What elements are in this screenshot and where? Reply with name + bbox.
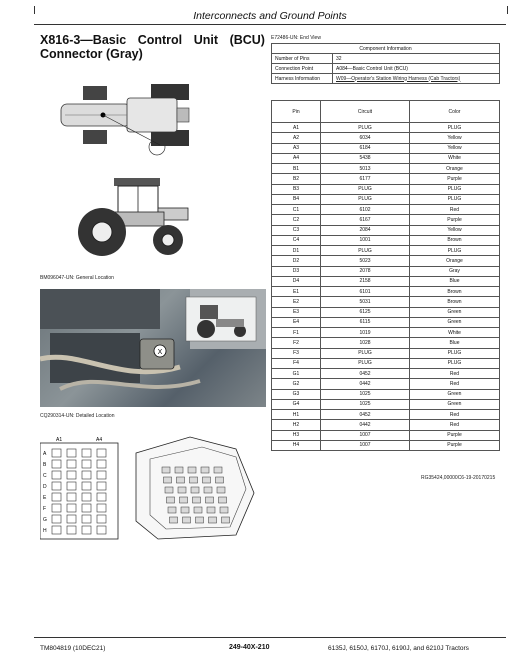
info-key: Connection Point bbox=[272, 64, 333, 74]
circuit-cell: 1019 bbox=[321, 328, 410, 338]
circuit-cell: 6101 bbox=[321, 287, 410, 297]
housing-cavity bbox=[170, 517, 178, 523]
color-cell: Brown bbox=[410, 297, 500, 307]
section-title-word: (BCU) bbox=[229, 33, 265, 47]
connector-row-label: A bbox=[43, 451, 47, 457]
rear-tire bbox=[151, 84, 189, 100]
table-row bbox=[272, 389, 500, 399]
pin-table-body bbox=[272, 123, 500, 451]
pin-cell: A1 bbox=[272, 123, 321, 133]
circuit-cell: 1001 bbox=[321, 235, 410, 245]
end-view-caption: E72486-UN: End View bbox=[271, 35, 321, 41]
connector-pin-cavity bbox=[67, 526, 76, 534]
circuit-cell: 0452 bbox=[321, 369, 410, 379]
pin-table bbox=[271, 100, 500, 451]
harness-link-text[interactable]: W09—Operator's Station Wiring Harness (Cab Tractors) bbox=[336, 75, 461, 82]
pin-cell: D2 bbox=[272, 256, 321, 266]
housing-cavity bbox=[191, 487, 199, 493]
inset-cab bbox=[200, 305, 218, 319]
inset-rear-wheel bbox=[197, 320, 215, 338]
housing-cavity bbox=[183, 517, 191, 523]
housing-cavity bbox=[216, 477, 224, 483]
circuit-cell: 6102 bbox=[321, 205, 410, 215]
info-key: Harness Information bbox=[272, 74, 333, 84]
housing-cavity bbox=[204, 487, 212, 493]
connector-pin-cavity bbox=[82, 460, 91, 468]
inset-hood bbox=[216, 319, 244, 327]
pin-cell: C4 bbox=[272, 235, 321, 245]
table-row bbox=[272, 317, 500, 327]
housing-cavity bbox=[203, 477, 211, 483]
pin-cell: H2 bbox=[272, 420, 321, 430]
table-row bbox=[272, 430, 500, 440]
info-key: Number of Pins bbox=[272, 54, 333, 64]
connector-row-label: F bbox=[43, 506, 47, 512]
pin-cell: F1 bbox=[272, 328, 321, 338]
housing-cavity bbox=[162, 467, 170, 473]
connector-pin-cavity bbox=[67, 471, 76, 479]
pin-cell: B3 bbox=[272, 184, 321, 194]
table-row bbox=[272, 358, 500, 368]
harness-link[interactable] bbox=[333, 74, 500, 84]
circuit-cell: 6034 bbox=[321, 133, 410, 143]
detailed-location-photo bbox=[40, 289, 266, 407]
connector-pin-cavity bbox=[82, 515, 91, 523]
circuit-cell: 2158 bbox=[321, 276, 410, 286]
footer-page-number: 249-40X-210 bbox=[229, 644, 270, 651]
color-cell: Purple bbox=[410, 430, 500, 440]
pin-cell: G4 bbox=[272, 399, 321, 409]
connector-pin-cavity bbox=[82, 504, 91, 512]
pin-cell: D1 bbox=[272, 246, 321, 256]
table-row bbox=[272, 194, 500, 204]
table-row bbox=[272, 399, 500, 409]
connector-pin-cavity bbox=[82, 449, 91, 457]
footer-rule bbox=[34, 637, 506, 638]
pin-cell: D3 bbox=[272, 266, 321, 276]
connector-pin-cavity bbox=[82, 482, 91, 490]
color-cell: Orange bbox=[410, 164, 500, 174]
pin-cell: E4 bbox=[272, 317, 321, 327]
table-row bbox=[272, 246, 500, 256]
pin-cell: G1 bbox=[272, 369, 321, 379]
connector-pin-cavity bbox=[52, 471, 61, 479]
housing-cavity bbox=[178, 487, 186, 493]
panel bbox=[40, 289, 160, 329]
circuit-cell: 0442 bbox=[321, 420, 410, 430]
color-cell: Red bbox=[410, 410, 500, 420]
pin-cell: A3 bbox=[272, 143, 321, 153]
housing-cavity bbox=[209, 517, 217, 523]
detailed-location-caption: CQ290314-UN: Detailed Location bbox=[40, 413, 115, 419]
circuit-cell: 6184 bbox=[321, 143, 410, 153]
table-row bbox=[272, 420, 500, 430]
table-row bbox=[272, 225, 500, 235]
component-info-table bbox=[271, 43, 500, 84]
pin-cell: A4 bbox=[272, 153, 321, 163]
color-cell: Green bbox=[410, 307, 500, 317]
wiring-photo-illustration bbox=[40, 289, 266, 407]
connector-pin-cavity bbox=[82, 526, 91, 534]
circuit-cell: 0452 bbox=[321, 410, 410, 420]
connector-pin-cavity bbox=[97, 460, 106, 468]
table-row bbox=[272, 174, 500, 184]
connector-row-label: E bbox=[43, 495, 47, 501]
callout-x-label: X bbox=[157, 349, 163, 356]
connector-pin-cavity bbox=[97, 471, 106, 479]
pin-label-a4: A4 bbox=[96, 437, 103, 443]
pin-cell: E3 bbox=[272, 307, 321, 317]
housing-cavity bbox=[220, 507, 228, 513]
front-tire bbox=[83, 86, 107, 100]
color-cell: Red bbox=[410, 379, 500, 389]
connector-pin-cavity bbox=[52, 449, 61, 457]
pin-cell: C2 bbox=[272, 215, 321, 225]
color-header: Color bbox=[410, 101, 500, 123]
table-row bbox=[272, 328, 500, 338]
component-info-heading: Component Information bbox=[272, 44, 500, 54]
housing-cavity bbox=[180, 497, 188, 503]
connector-pin-cavity bbox=[67, 482, 76, 490]
connector-row-label: H bbox=[43, 528, 47, 534]
footer-doc-number: TM804819 (10DEC21) bbox=[40, 645, 106, 652]
connector-pin-cavity bbox=[67, 493, 76, 501]
housing-cavity bbox=[206, 497, 214, 503]
pin-cell: B2 bbox=[272, 174, 321, 184]
pin-header: Pin bbox=[272, 101, 321, 123]
housing-cavity bbox=[190, 477, 198, 483]
circuit-cell: 2078 bbox=[321, 266, 410, 276]
circuit-cell: PLUG bbox=[321, 123, 410, 133]
pin-cell: E1 bbox=[272, 287, 321, 297]
table-row bbox=[272, 256, 500, 266]
color-cell: PLUG bbox=[410, 184, 500, 194]
pin-cell: B1 bbox=[272, 164, 321, 174]
color-cell: Red bbox=[410, 369, 500, 379]
pin-cell: E2 bbox=[272, 297, 321, 307]
table-row bbox=[272, 205, 500, 215]
reference-code: RG35424,00000C6-19-20170215 bbox=[421, 475, 496, 481]
circuit-cell: PLUG bbox=[321, 348, 410, 358]
connector-row-label: D bbox=[43, 484, 47, 490]
color-cell: Yellow bbox=[410, 143, 500, 153]
housing-cavity bbox=[164, 477, 172, 483]
table-row bbox=[272, 287, 500, 297]
table-row bbox=[272, 133, 500, 143]
connector-pin-cavity bbox=[52, 515, 61, 523]
table-row bbox=[272, 266, 500, 276]
connector-pin-cavity bbox=[97, 449, 106, 457]
housing-cavity bbox=[175, 467, 183, 473]
table-row bbox=[272, 440, 500, 450]
housing-cavity bbox=[222, 517, 230, 523]
connector-pin-cavity bbox=[97, 493, 106, 501]
connector-pin-cavity bbox=[52, 504, 61, 512]
section-title-word: X816-3—Basic bbox=[40, 33, 127, 47]
pin-cell: B4 bbox=[272, 194, 321, 204]
footer-models: 6135J, 6150J, 6170J, 6190J, and 6210J Tractors bbox=[328, 645, 469, 652]
housing-cavity bbox=[177, 477, 185, 483]
table-row bbox=[272, 348, 500, 358]
circuit-cell: 6115 bbox=[321, 317, 410, 327]
connector-pin-cavity bbox=[82, 471, 91, 479]
color-cell: PLUG bbox=[410, 194, 500, 204]
table-row bbox=[272, 276, 500, 286]
color-cell: Orange bbox=[410, 256, 500, 266]
circuit-cell: 6125 bbox=[321, 307, 410, 317]
pin-cell: G2 bbox=[272, 379, 321, 389]
housing-cavity bbox=[201, 467, 209, 473]
housing-cavity bbox=[196, 517, 204, 523]
table-row bbox=[272, 297, 500, 307]
section-title-line2: Connector (Gray) bbox=[40, 47, 143, 61]
connector-pin-cavity bbox=[67, 449, 76, 457]
color-cell: Green bbox=[410, 399, 500, 409]
connector-row-label: G bbox=[43, 517, 47, 523]
section-title bbox=[40, 33, 265, 61]
color-cell: White bbox=[410, 328, 500, 338]
connector-row-label: B bbox=[43, 462, 47, 468]
circuit-header: Circuit bbox=[321, 101, 410, 123]
rear-hub bbox=[92, 222, 112, 242]
header-rule bbox=[34, 24, 506, 25]
circuit-cell: PLUG bbox=[321, 194, 410, 204]
connector-pin-cavity bbox=[67, 515, 76, 523]
table-row bbox=[272, 184, 500, 194]
front-hub bbox=[162, 234, 174, 246]
connector-pin-cavity bbox=[97, 515, 106, 523]
color-cell: PLUG bbox=[410, 358, 500, 368]
pin-cell: A2 bbox=[272, 133, 321, 143]
circuit-cell: 6177 bbox=[321, 174, 410, 184]
connector-pin-cavity bbox=[52, 460, 61, 468]
connector-row-label: C bbox=[43, 473, 47, 479]
color-cell: Blue bbox=[410, 338, 500, 348]
pin-cell: F4 bbox=[272, 358, 321, 368]
table-row bbox=[272, 235, 500, 245]
pin-cell: H3 bbox=[272, 430, 321, 440]
color-cell: Red bbox=[410, 420, 500, 430]
table-row bbox=[272, 307, 500, 317]
color-cell: Green bbox=[410, 389, 500, 399]
table-row bbox=[272, 338, 500, 348]
color-cell: Blue bbox=[410, 276, 500, 286]
table-row bbox=[272, 369, 500, 379]
connector-pin-cavity bbox=[67, 460, 76, 468]
housing-cavity bbox=[181, 507, 189, 513]
color-cell: White bbox=[410, 153, 500, 163]
pin-cell: D4 bbox=[272, 276, 321, 286]
color-cell: PLUG bbox=[410, 348, 500, 358]
pin-cell: H1 bbox=[272, 410, 321, 420]
connector-pin-cavity bbox=[52, 493, 61, 501]
table-row bbox=[272, 410, 500, 420]
table-row bbox=[272, 164, 500, 174]
page-header-title: Interconnects and Ground Points bbox=[193, 10, 347, 22]
detail-circle bbox=[148, 138, 166, 156]
table-row bbox=[272, 123, 500, 133]
circuit-cell: 5013 bbox=[321, 164, 410, 174]
color-cell: Purple bbox=[410, 440, 500, 450]
circuit-cell: 1007 bbox=[321, 430, 410, 440]
cab-roof bbox=[114, 178, 160, 186]
circuit-cell: PLUG bbox=[321, 184, 410, 194]
color-cell: Gray bbox=[410, 266, 500, 276]
pin-cell: G3 bbox=[272, 389, 321, 399]
connector-pin-cavity bbox=[52, 482, 61, 490]
connector-pin-cavity bbox=[82, 493, 91, 501]
housing-cavity bbox=[167, 497, 175, 503]
housing-cavity bbox=[188, 467, 196, 473]
housing-cavity bbox=[207, 507, 215, 513]
info-value: A084—Basic Control Unit (BCU) bbox=[333, 64, 500, 74]
color-cell: Purple bbox=[410, 174, 500, 184]
general-location-caption: BM096047-UN: General Location bbox=[40, 275, 114, 281]
info-value: 32 bbox=[333, 54, 500, 64]
color-cell: Red bbox=[410, 205, 500, 215]
pin-cell: H4 bbox=[272, 440, 321, 450]
connector-end-view-drawing bbox=[40, 423, 266, 543]
circuit-cell: 5438 bbox=[321, 153, 410, 163]
pin-label-a1: A1 bbox=[56, 437, 63, 443]
color-cell: Purple bbox=[410, 215, 500, 225]
tractor-side-view-illustration bbox=[62, 172, 192, 262]
circuit-cell: 1025 bbox=[321, 399, 410, 409]
connector-pin-cavity bbox=[67, 504, 76, 512]
housing-cavity bbox=[194, 507, 202, 513]
circuit-cell: 5031 bbox=[321, 297, 410, 307]
pin-cell: C1 bbox=[272, 205, 321, 215]
connector-face-outline bbox=[40, 443, 118, 539]
color-cell: Yellow bbox=[410, 133, 500, 143]
circuit-cell: 6167 bbox=[321, 215, 410, 225]
section-title-word: Unit bbox=[193, 33, 219, 47]
circuit-cell: 2084 bbox=[321, 225, 410, 235]
table-row bbox=[272, 153, 500, 163]
color-cell: Brown bbox=[410, 287, 500, 297]
housing-cavity bbox=[214, 467, 222, 473]
table-row bbox=[272, 379, 500, 389]
circuit-cell: PLUG bbox=[321, 358, 410, 368]
housing-cavity bbox=[193, 497, 201, 503]
housing-cavity bbox=[217, 487, 225, 493]
color-cell: PLUG bbox=[410, 123, 500, 133]
color-cell: Yellow bbox=[410, 225, 500, 235]
pin-cell: C3 bbox=[272, 225, 321, 235]
circuit-cell: 1007 bbox=[321, 440, 410, 450]
color-cell: PLUG bbox=[410, 246, 500, 256]
circuit-cell: 1028 bbox=[321, 338, 410, 348]
circuit-cell: PLUG bbox=[321, 246, 410, 256]
table-row bbox=[272, 143, 500, 153]
circuit-cell: 1025 bbox=[321, 389, 410, 399]
color-cell: Green bbox=[410, 317, 500, 327]
hitch bbox=[177, 108, 189, 122]
connector-pin-cavity bbox=[97, 504, 106, 512]
pin-cell: F2 bbox=[272, 338, 321, 348]
housing-cavity bbox=[219, 497, 227, 503]
table-row bbox=[272, 215, 500, 225]
housing-cavity bbox=[168, 507, 176, 513]
circuit-cell: 5023 bbox=[321, 256, 410, 266]
pin-cell: F3 bbox=[272, 348, 321, 358]
connector-pin-cavity bbox=[97, 482, 106, 490]
section-title-word: Control bbox=[137, 33, 183, 47]
connector-pin-cavity bbox=[97, 526, 106, 534]
housing-cavity bbox=[165, 487, 173, 493]
circuit-cell: 0442 bbox=[321, 379, 410, 389]
connector-pin-cavity bbox=[52, 526, 61, 534]
color-cell: Brown bbox=[410, 235, 500, 245]
